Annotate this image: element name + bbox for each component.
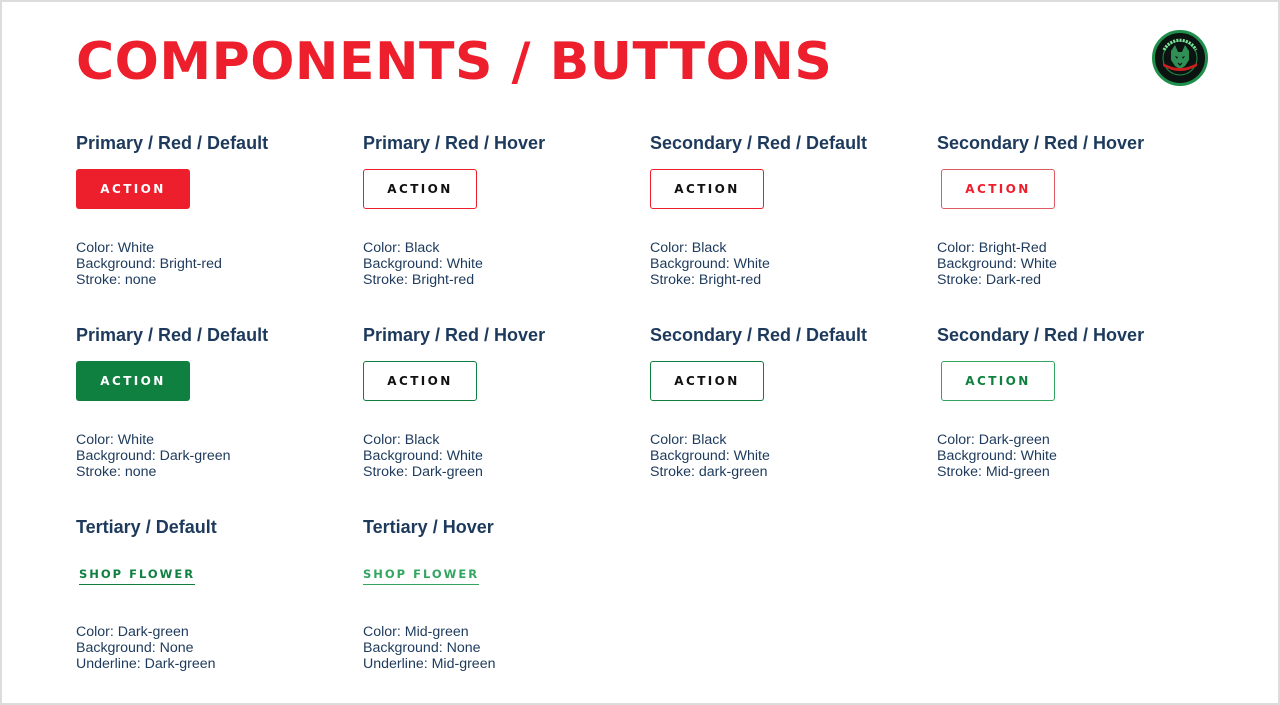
spec-background: Background: None bbox=[363, 640, 481, 656]
spec-stroke: Stroke: none bbox=[76, 272, 157, 288]
spec-background: Background: White bbox=[363, 256, 483, 272]
action-button[interactable]: ACTION bbox=[650, 169, 764, 209]
spec-tertiary-default bbox=[76, 517, 336, 672]
spec-primary-red-hover bbox=[363, 133, 623, 288]
page-title: COMPONENTS / BUTTONS bbox=[76, 32, 833, 92]
spec-description bbox=[937, 432, 1057, 480]
spec-title: Primary / Red / Hover bbox=[363, 133, 546, 153]
spec-primary-red-default bbox=[76, 133, 336, 288]
spec-background: Background: White bbox=[937, 256, 1057, 272]
spec-color: Color: Black bbox=[650, 432, 727, 448]
spec-description bbox=[937, 240, 1057, 288]
spec-stroke: Stroke: Bright-red bbox=[363, 272, 475, 288]
action-button[interactable]: ACTION bbox=[76, 361, 190, 401]
spec-background: Background: White bbox=[650, 256, 770, 272]
spec-underline: Underline: Dark-green bbox=[76, 656, 216, 672]
spec-color: Color: Black bbox=[363, 240, 440, 256]
spec-stroke: Stroke: none bbox=[76, 464, 157, 480]
spec-color: Color: Mid-green bbox=[363, 624, 469, 640]
spec-title: Secondary / Red / Hover bbox=[937, 133, 1145, 153]
spec-description bbox=[363, 432, 483, 480]
spec-underline: Underline: Mid-green bbox=[363, 656, 496, 672]
spec-color: Color: Bright-Red bbox=[937, 240, 1047, 256]
spec-description bbox=[76, 624, 216, 672]
action-button[interactable]: ACTION bbox=[650, 361, 764, 401]
spec-title: Primary / Red / Default bbox=[76, 325, 269, 345]
spec-background: Background: Bright-red bbox=[76, 256, 222, 272]
spec-stroke: Stroke: Mid-green bbox=[937, 464, 1050, 480]
spec-background: Background: Dark-green bbox=[76, 448, 231, 464]
spec-secondary-green-hover bbox=[937, 325, 1197, 480]
spec-background: Background: White bbox=[937, 448, 1057, 464]
spec-title: Secondary / Red / Default bbox=[650, 325, 868, 345]
spec-description bbox=[650, 240, 770, 288]
spec-secondary-green-default bbox=[650, 325, 910, 480]
spec-color: Color: Dark-green bbox=[937, 432, 1050, 448]
spec-background: Background: White bbox=[363, 448, 483, 464]
greenwolf-logo bbox=[1152, 30, 1208, 86]
spec-title: Secondary / Red / Hover bbox=[937, 325, 1145, 345]
spec-stroke: Stroke: Dark-green bbox=[363, 464, 483, 480]
spec-tertiary-hover bbox=[363, 517, 623, 672]
spec-title: Primary / Red / Hover bbox=[363, 325, 546, 345]
spec-secondary-red-default bbox=[650, 133, 910, 288]
spec-stroke: Stroke: dark-green bbox=[650, 464, 768, 480]
spec-stroke: Stroke: Bright-red bbox=[650, 272, 762, 288]
spec-title: Tertiary / Hover bbox=[363, 517, 494, 537]
spec-description bbox=[363, 240, 483, 288]
spec-title: Tertiary / Default bbox=[76, 517, 217, 537]
spec-color: Color: White bbox=[76, 432, 155, 448]
spec-description bbox=[76, 432, 231, 480]
spec-color: Color: Black bbox=[363, 432, 440, 448]
shop-flower-link[interactable]: SHOP FLOWER bbox=[363, 568, 479, 585]
spec-background: Background: None bbox=[76, 640, 194, 656]
spec-primary-green-default bbox=[76, 325, 336, 480]
spec-description bbox=[76, 240, 222, 288]
spec-color: Color: Dark-green bbox=[76, 624, 189, 640]
spec-description bbox=[650, 432, 770, 480]
action-button[interactable]: ACTION bbox=[76, 169, 190, 209]
spec-description bbox=[363, 624, 495, 672]
spec-color: Color: White bbox=[76, 240, 155, 256]
spec-stroke: Stroke: Dark-red bbox=[937, 272, 1042, 288]
shop-flower-link[interactable]: SHOP FLOWER bbox=[79, 568, 195, 585]
spec-title: Secondary / Red / Default bbox=[650, 133, 868, 153]
action-button[interactable]: ACTION bbox=[363, 361, 477, 401]
spec-background: Background: White bbox=[650, 448, 770, 464]
spec-primary-green-hover bbox=[363, 325, 623, 480]
action-button[interactable]: ACTION bbox=[941, 169, 1055, 209]
action-button[interactable]: ACTION bbox=[941, 361, 1055, 401]
action-button[interactable]: ACTION bbox=[363, 169, 477, 209]
spec-title: Primary / Red / Default bbox=[76, 133, 269, 153]
spec-secondary-red-hover bbox=[937, 133, 1197, 288]
spec-color: Color: Black bbox=[650, 240, 727, 256]
